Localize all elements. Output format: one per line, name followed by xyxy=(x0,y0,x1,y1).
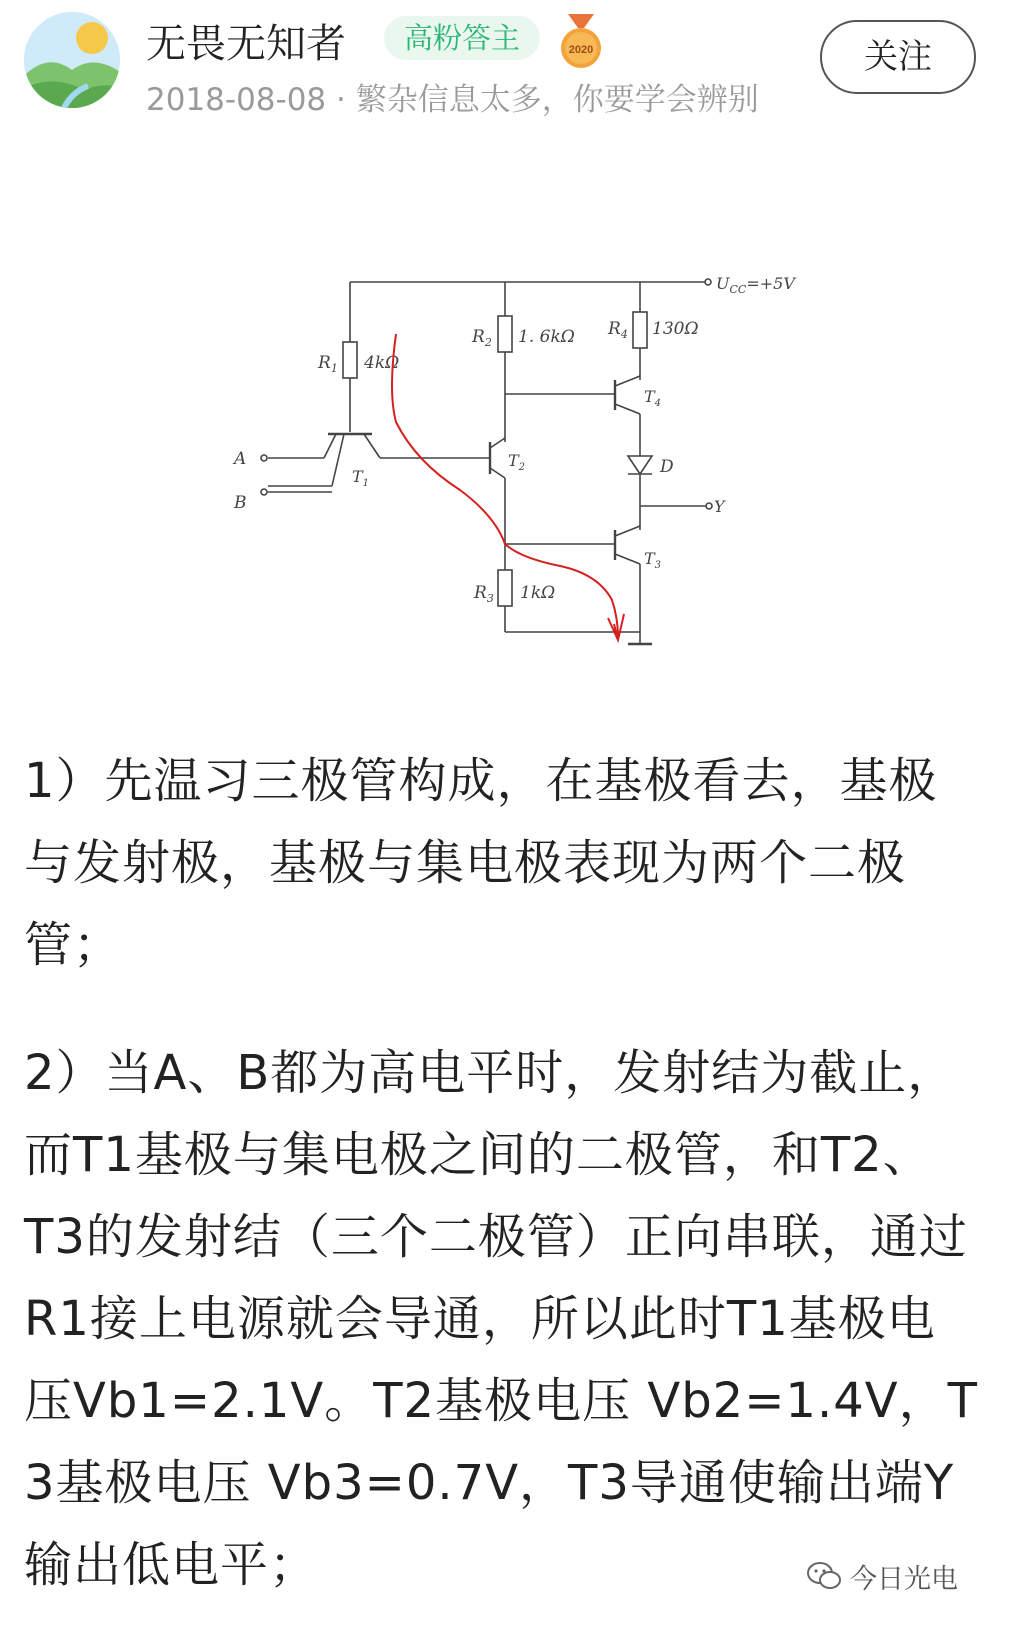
meta-separator: · xyxy=(336,82,346,118)
vcc-label: $U_{CC}=+5V$ xyxy=(716,274,795,296)
t1-label: $T_1$ xyxy=(352,467,370,489)
t3-collector xyxy=(615,526,640,536)
wechat-icon xyxy=(806,1561,842,1591)
r4-label: $R_4$ xyxy=(608,319,628,341)
r1-resistor xyxy=(343,342,357,378)
author-signature: 繁杂信息太多，你要学会辨别 xyxy=(355,82,759,118)
paragraph-1: 1）先温习三极管构成，在基极看去，基极与发射极，基极与集电极表现为两个二极管； xyxy=(24,753,938,973)
article-body xyxy=(24,740,984,1606)
t2-emitter xyxy=(490,468,505,478)
r1-value: 4kΩ xyxy=(364,353,400,373)
r2-resistor xyxy=(498,316,512,352)
source-watermark xyxy=(806,1556,958,1596)
r3-resistor xyxy=(498,570,512,606)
medal-year: 2020 xyxy=(568,44,594,56)
t1-emitter-b xyxy=(332,434,344,486)
input-a-terminal xyxy=(261,455,267,461)
author-name[interactable]: 无畏无知者 xyxy=(146,21,346,67)
t4-label: $T_4$ xyxy=(644,387,662,409)
follow-button[interactable]: 关注 xyxy=(820,20,976,94)
paragraph-2: 2）当A、B都为高电平时，发射结为截止，而T1基极与集电极之间的二极管，和T2、T3的发射结（三个二极管）正向串联，通过R1接上电源就会导通，所以此时T1基极电压Vb1=2.1V。T2基极电压 Vb2=1.4V，T 3基极电压 Vb3=0.7V，T3导通使输出端Y输出低电平； xyxy=(24,1045,978,1593)
post-date: 2018-08-08 xyxy=(146,82,327,118)
t2-collector xyxy=(490,438,505,448)
t1-collector xyxy=(364,434,380,458)
t4-emitter xyxy=(615,404,640,414)
ttl-nand-circuit-diagram xyxy=(220,262,820,662)
t3-emitter xyxy=(615,554,640,564)
t1-emitter-a xyxy=(324,434,336,458)
author-badge: 高粉答主 xyxy=(384,16,540,60)
t4-collector xyxy=(615,376,640,386)
output-terminal xyxy=(706,503,712,509)
vcc-terminal xyxy=(705,279,711,285)
diode-label: D xyxy=(660,457,674,477)
diode-symbol xyxy=(628,456,652,474)
r4-resistor xyxy=(633,312,647,348)
input-a-label: A xyxy=(234,449,247,469)
r3-label: $R_3$ xyxy=(474,583,494,605)
r3-value: 1kΩ xyxy=(520,583,556,603)
watermark-text: 今日光电 xyxy=(850,1563,958,1595)
post-header xyxy=(0,0,1024,130)
output-label: Y xyxy=(714,497,725,516)
r2-label: $R_2$ xyxy=(472,327,492,349)
medal-icon xyxy=(558,14,604,70)
input-b-terminal xyxy=(261,489,267,495)
r2-value: 1. 6kΩ xyxy=(518,327,575,347)
avatar[interactable] xyxy=(24,12,120,108)
r1-label: $R_1$ xyxy=(318,353,338,375)
t3-label: $T_3$ xyxy=(644,549,662,571)
landscape-avatar-icon xyxy=(24,12,120,108)
r4-value: 130Ω xyxy=(652,319,699,339)
t2-label: $T_2$ xyxy=(508,451,526,473)
post-meta xyxy=(146,74,759,119)
input-b-label: B xyxy=(234,493,247,513)
